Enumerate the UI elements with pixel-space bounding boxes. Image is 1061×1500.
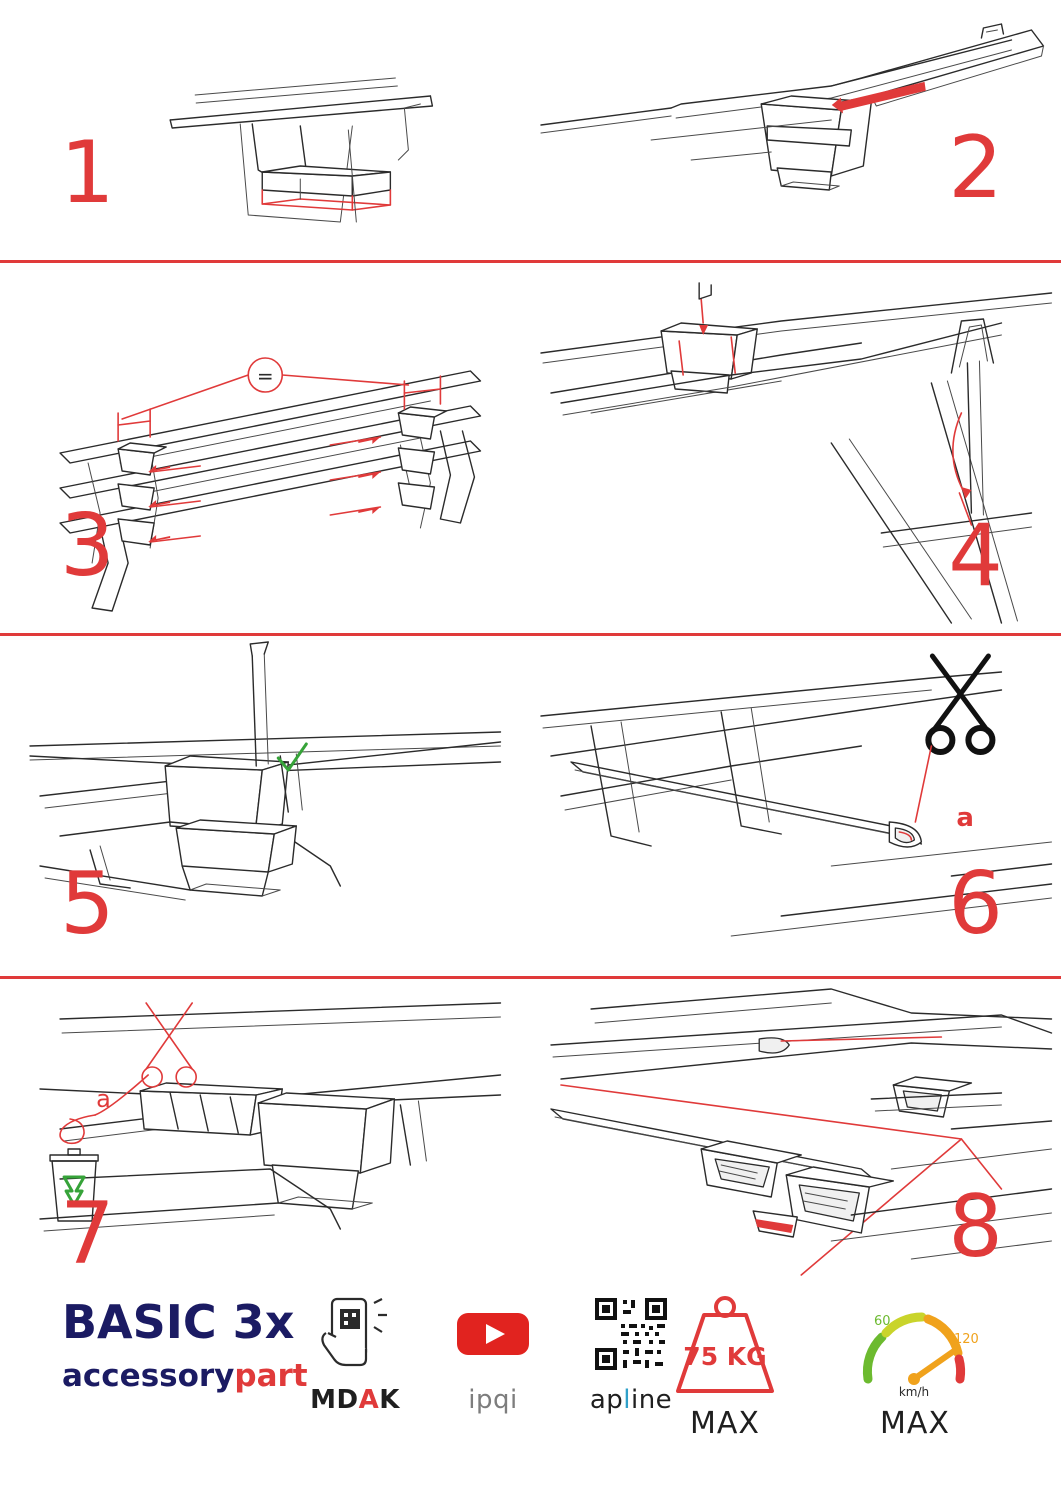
step-number-6: 6 (948, 854, 1001, 954)
apline-last: ine (630, 1385, 673, 1415)
weight-value: 75 KG (683, 1342, 767, 1371)
logo-row (300, 1297, 686, 1413)
mdak-last: K (379, 1385, 400, 1415)
brand-title-suffix: x (264, 1295, 295, 1349)
step-number-3: 3 (60, 496, 113, 596)
step-panel-8 (531, 979, 1061, 1279)
step-panel-1 (0, 0, 531, 260)
max-weight-block (660, 1295, 790, 1441)
step-panel-6 (531, 636, 1061, 976)
brand-title-text: BASIC 3 (62, 1295, 265, 1349)
part-label-a-7: a (96, 1085, 111, 1113)
brand-subtitle-first: accessory (62, 1358, 235, 1394)
max-weight-label: MAX (690, 1406, 760, 1441)
step-band-1 (0, 0, 1061, 260)
step-panel-3 (0, 263, 531, 633)
step-number-2: 2 (948, 118, 1001, 218)
speed-max: 120 (954, 1332, 979, 1347)
step-panel-5 (0, 636, 531, 976)
max-speed-block (850, 1295, 980, 1441)
step-number-1: 1 (60, 123, 113, 223)
step-panel-4 (531, 263, 1061, 633)
step-band-3 (0, 636, 1061, 976)
brand-subtitle-second: part (234, 1358, 308, 1394)
brand-subtitle (62, 1358, 308, 1394)
logo-label-ipqi: ipqi (468, 1385, 518, 1415)
part-label-a-6: a (955, 803, 974, 833)
step-number-8: 8 (948, 1177, 1001, 1277)
logo-item-mdak (300, 1297, 410, 1413)
youtube-icon[interactable] (455, 1297, 531, 1371)
mdak-first: MD (310, 1385, 359, 1415)
brand-title (62, 1295, 308, 1349)
brand-block (62, 1295, 308, 1394)
logo-label-mdak (310, 1387, 400, 1413)
mdak-accent: A (358, 1385, 380, 1415)
max-speed-label: MAX (880, 1406, 950, 1441)
apline-accent: l (623, 1385, 631, 1415)
weight-icon (660, 1295, 790, 1400)
speed-min: 60 (874, 1314, 891, 1329)
speedometer-icon (850, 1295, 980, 1400)
step-band-2 (0, 263, 1061, 633)
footer (0, 1279, 1061, 1500)
apline-first: ap (589, 1385, 624, 1415)
step-number-4: 4 (948, 506, 1001, 606)
svg-text:=: = (256, 364, 274, 388)
hand-phone-qr-icon (310, 1297, 400, 1371)
step-panel-2 (531, 0, 1061, 260)
qr-code-icon[interactable] (593, 1297, 669, 1371)
step-number-7: 7 (60, 1184, 113, 1284)
step-panel-7 (0, 979, 531, 1284)
step-band-4 (0, 979, 1061, 1284)
speed-unit: km/h (898, 1385, 930, 1399)
step-number-5: 5 (60, 854, 113, 954)
logo-item-ipqi[interactable] (438, 1297, 548, 1413)
